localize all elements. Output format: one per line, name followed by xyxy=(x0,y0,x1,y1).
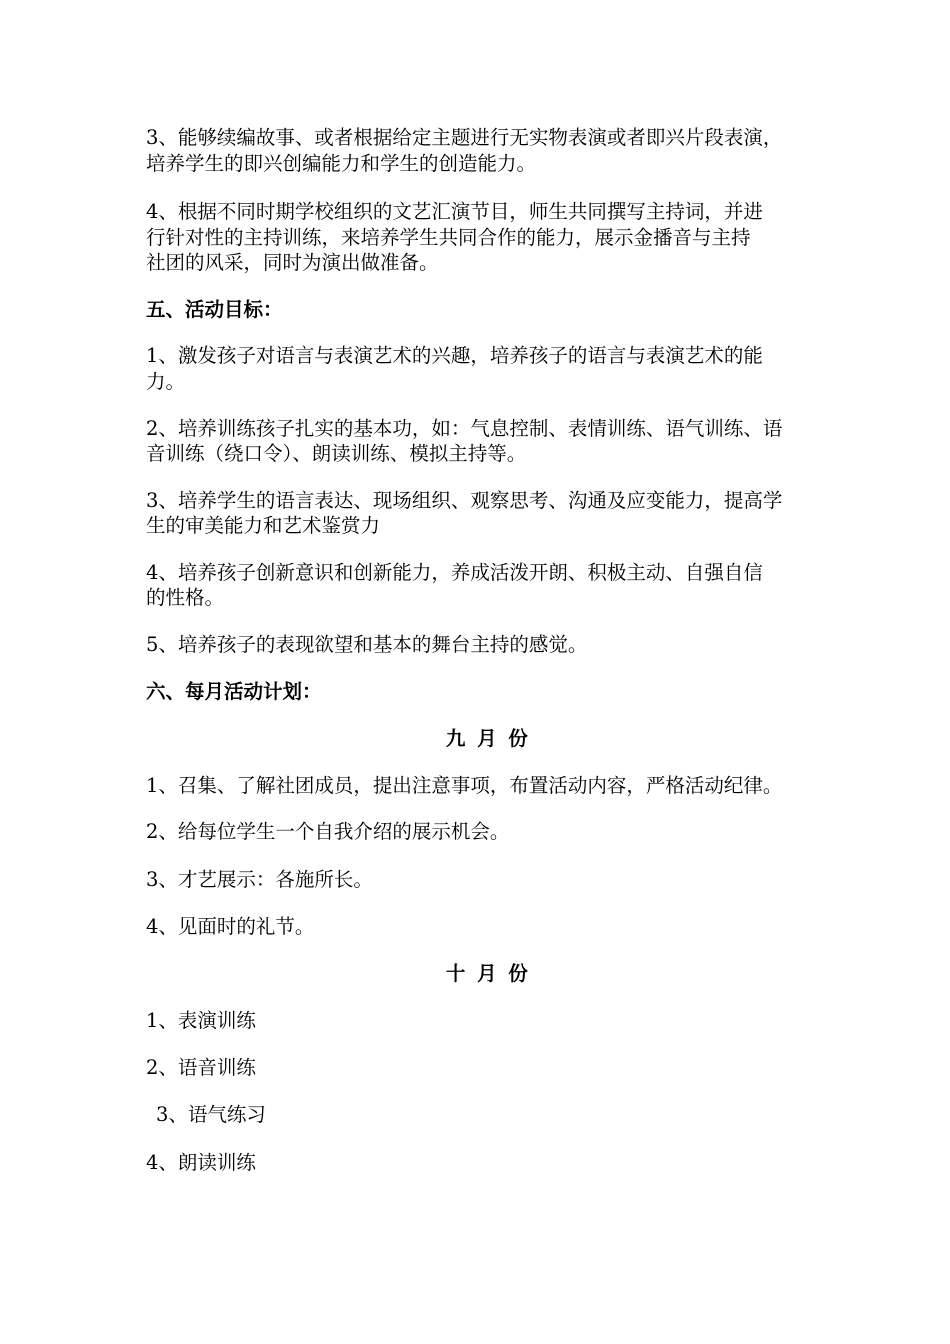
paragraph-line: 3、能够续编故事、或者根据给定主题进行无实物表演或者即兴片段表演， xyxy=(146,126,783,149)
list-item: 4、朗读训练 xyxy=(146,1151,256,1174)
paragraph-line: 4、根据不同时期学校组织的文艺汇演节目，师生共同撰写主持词，并进 xyxy=(146,200,763,223)
paragraph-line: 社团的风采，同时为演出做准备。 xyxy=(146,251,439,274)
list-item: 3、语气练习 xyxy=(156,1103,266,1126)
paragraph-line: 的性格。 xyxy=(146,586,225,609)
paragraph-line: 培养学生的即兴创编能力和学生的创造能力。 xyxy=(146,152,537,175)
paragraph-line: 力。 xyxy=(146,370,186,393)
paragraph-line: 音训练（绕口令）、朗读训练、模拟主持等。 xyxy=(146,442,527,465)
list-item: 1、表演训练 xyxy=(146,1009,256,1032)
paragraph-line: 5、培养孩子的表现欲望和基本的舞台主持的感觉。 xyxy=(146,633,588,656)
list-item: 2、给每位学生一个自我介绍的展示机会。 xyxy=(146,820,510,843)
paragraph-line: 生的审美能力和艺术鉴赏力 xyxy=(146,514,381,537)
list-item: 2、语音训练 xyxy=(146,1056,256,1079)
list-item: 4、见面时的礼节。 xyxy=(146,915,315,938)
month-title-october: 十月份 xyxy=(445,962,540,985)
month-title-september: 九月份 xyxy=(445,727,540,750)
paragraph-line: 2、培养训练孩子扎实的基本功，如：气息控制、表情训练、语气训练、语 xyxy=(146,417,783,440)
section-heading: 六、每月活动计划： xyxy=(146,680,322,703)
paragraph-line: 4、培养孩子创新意识和创新能力，养成活泼开朗、积极主动、自强自信 xyxy=(146,561,763,584)
list-item: 1、召集、了解社团成员，提出注意事项，布置活动内容，严格活动纪律。 xyxy=(146,774,783,797)
paragraph-line: 1、激发孩子对语言与表演艺术的兴趣，培养孩子的语言与表演艺术的能 xyxy=(146,344,763,367)
paragraph-line: 3、培养学生的语言表达、现场组织、观察思考、沟通及应变能力，提高学 xyxy=(146,489,783,512)
list-item: 3、才艺展示：各施所长。 xyxy=(146,868,373,891)
paragraph-line: 行针对性的主持训练，来培养学生共同合作的能力，展示金播音与主持 xyxy=(146,226,751,249)
section-heading: 五、活动目标： xyxy=(146,298,283,321)
